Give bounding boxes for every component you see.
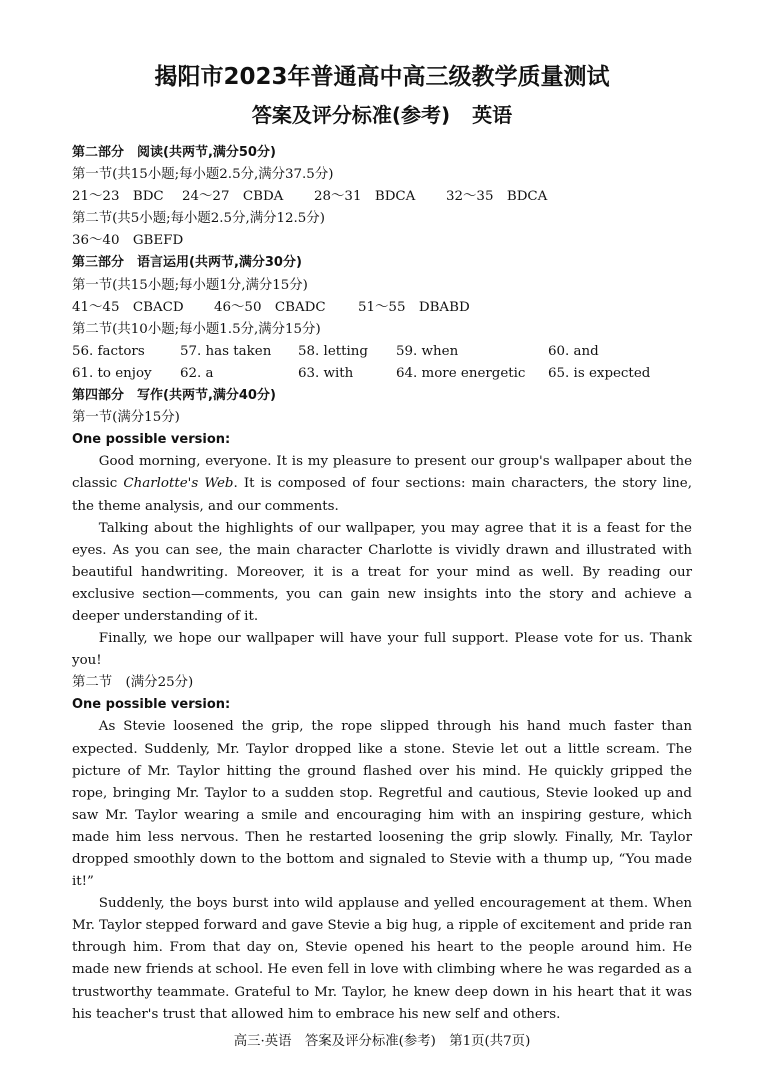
- part2-heading: 第二部分 阅读(共两节,满分50分): [72, 145, 276, 160]
- part4-section2-heading: 第二节 (满分25分): [72, 675, 194, 691]
- answer-group: 32～35 BDCA: [446, 189, 548, 205]
- fill-answer: 65. is expected: [548, 365, 651, 381]
- essay1-paragraph: Finally, we hope our wallpaper will have your full support. Please vote for us. Thank you!: [72, 631, 692, 669]
- part4-heading: 第四部分 写作(共两节,满分40分): [72, 388, 276, 404]
- subtitle-subject: 英语: [472, 103, 513, 127]
- essay2-paragraph: As Stevie loosened the grip, the rope slipped through his hand much faster than expected. Suddenly, Mr. Taylor dropped like a stone. Stevie let out a little scream. The picture of Mr. Taylor hitting the ground flashed over his mind. He quickly gripped the rope, bringing Mr. Taylor to a sudden stop. Regretful and cautious, Stevie looked up and saw Mr. Taylor wearing a smile and encouraging him with an inspiring gesture, which made him less nervous. Then he restarted loosening the grip slowly. Finally, Mr. Taylor dropped smoothly down to the bottom and signaled to Stevie with a thump up, “You made it!”: [72, 719, 692, 890]
- answer-group: 24～27 CBDA: [182, 189, 284, 205]
- answer-group: 51～55 DBABD: [358, 299, 470, 315]
- essay1-paragraph: Talking about the highlights of our wallpaper, you may agree that it is a feast for the eyes. As you can see, the main character Charlotte is vividly drawn and illustrated with beautiful handwriting. Moreover, it is a treat for your mind as well. By reading our exclusive section—comments, you can gain new insights into the story and achieve a deeper understanding of it.: [72, 520, 692, 624]
- part2-section2-answers: 36～40 GBEFD: [72, 233, 184, 249]
- fill-answer: 58. letting: [298, 343, 369, 359]
- fill-answer: 59. when: [396, 343, 459, 359]
- fill-answer: 61. to enjoy: [72, 365, 152, 381]
- page-subtitle: [72, 100, 692, 130]
- part3-fill-row-1: [72, 341, 692, 363]
- part3-section2-heading: 第二节(共10小题;每小题1.5分,满分15分): [72, 321, 321, 337]
- answer-group: 28～31 BDCA: [314, 189, 416, 205]
- part2-section1-answers: [72, 186, 692, 208]
- page-footer: 高三·英语 答案及评分标准(参考) 第1页(共7页): [233, 1034, 531, 1049]
- part2-section1-heading: 第一节(共15小题;每小题2.5分,满分37.5分): [72, 167, 334, 183]
- page-title: 揭阳市2023年普通高中高三级教学质量测试: [154, 64, 610, 90]
- answer-group: 41～45 CBACD: [72, 299, 184, 315]
- part2-section2-heading: 第二节(共5小题;每小题2.5分,满分12.5分): [72, 211, 325, 227]
- fill-answer: 64. more energetic: [396, 365, 526, 381]
- answer-group: 21～23 BDC: [72, 189, 164, 205]
- part3-fill-row-2: [72, 363, 692, 385]
- fill-answer: 63. with: [298, 365, 354, 381]
- essay2-paragraph: Suddenly, the boys burst into wild applause and yelled encouragement at them. When Mr. Taylor stepped forward and gave Stevie a big hug, a ripple of excitement and pride ran through him. From that day on, Stevie opened his heart to the people around him. He made new friends at school. He even fell in love with climbing where he was regarded as a trustworthy teammate. Grateful to Mr. Taylor, he knew deep down in his heart that it was his teacher's trust that allowed him to embrace his new self and others.: [72, 896, 692, 1022]
- answer-group: 46～50 CBADC: [214, 299, 326, 315]
- part3-heading: 第三部分 语言运用(共两节,满分30分): [72, 255, 302, 271]
- part3-section1-heading: 第一节(共15小题;每小题1分,满分15分): [72, 277, 308, 293]
- part4-section1-heading: 第一节(满分15分): [72, 410, 180, 426]
- version-label: One possible version:: [72, 432, 231, 448]
- essay1-paragraph: [72, 451, 692, 517]
- fill-answer: 60. and: [548, 343, 599, 359]
- essay1-p1-end: . It is composed of four sections: main characters, the story line, the theme analysis, and our comments.: [72, 476, 692, 514]
- subtitle-answer-key: 答案及评分标准(参考): [251, 103, 451, 127]
- fill-answer: 56. factors: [72, 343, 145, 359]
- book-title: Charlotte's Web: [123, 476, 234, 492]
- fill-answer: 62. a: [180, 365, 214, 381]
- version-label: One possible version:: [72, 697, 231, 713]
- essay1-p1-start: Good morning, everyone. It is my pleasure to present our group's wallpaper about the classic: [72, 454, 692, 492]
- part3-section1-answers: [72, 297, 692, 319]
- fill-answer: 57. has taken: [180, 343, 272, 359]
